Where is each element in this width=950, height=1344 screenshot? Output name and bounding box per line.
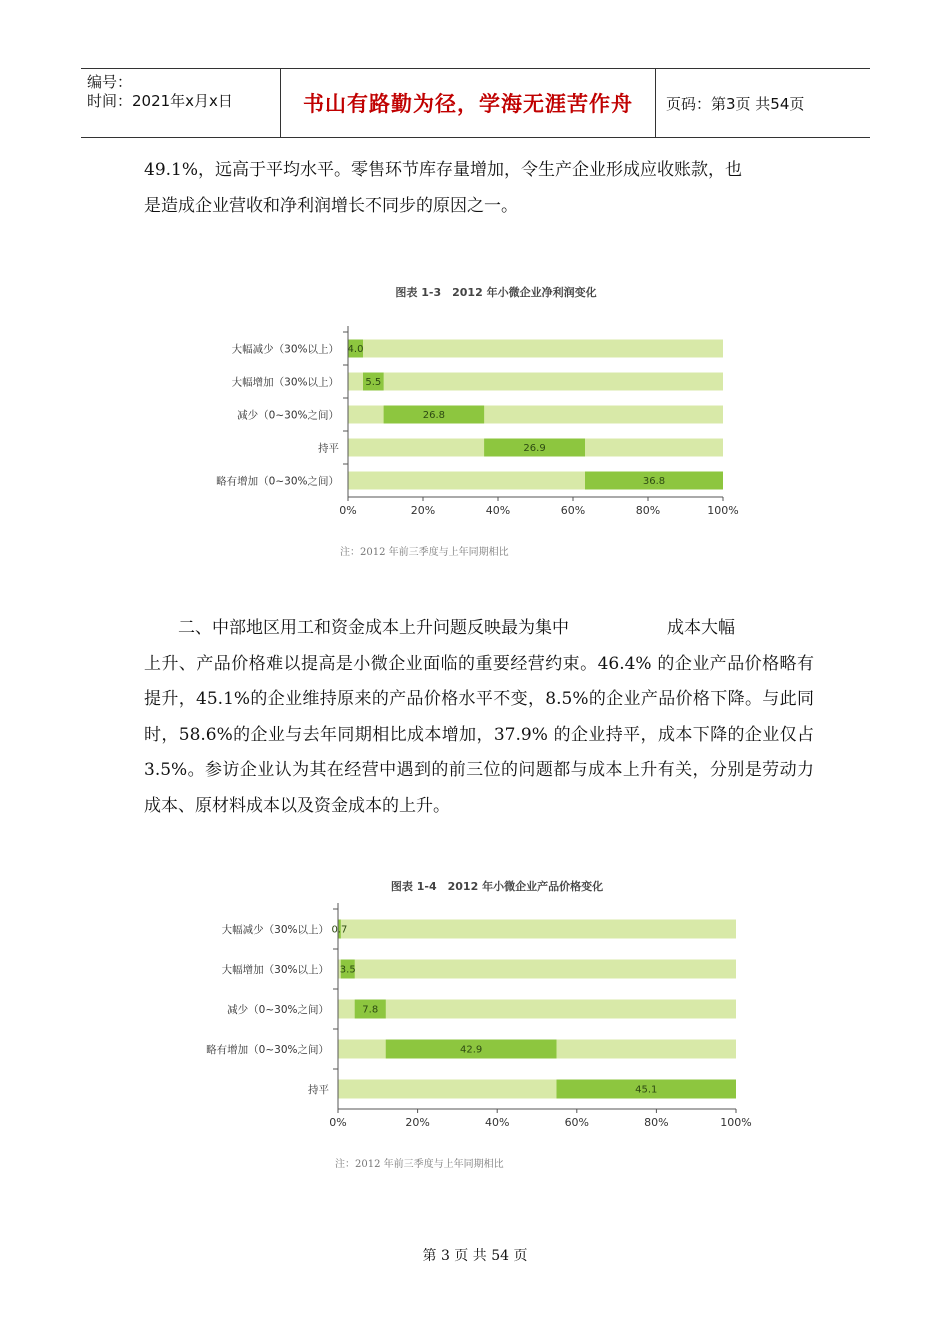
chart2-note: 注：2012 年前三季度与上年同期相比 (335, 1159, 504, 1170)
chart1-x-tick-label-5: 100% (707, 504, 739, 517)
chart2-x-tick-label-5: 100% (720, 1116, 752, 1129)
chart2-category-label-1: 大幅增加（30%以上） (221, 964, 329, 976)
chart2-value-label-2: 7.8 (362, 1004, 379, 1016)
section2-paragraph (144, 611, 814, 824)
chart2-track-0 (338, 920, 736, 939)
chart2-category-label-0: 大幅减少（30%以上） (221, 924, 329, 936)
header-motto: 书山有路勤为径，学海无涯苦作舟 (303, 92, 633, 116)
chart-net-profit (200, 278, 760, 568)
section2-heading-line (144, 611, 814, 647)
chart2-value-label-1: 3.5 (339, 964, 356, 976)
chart1-svg (200, 278, 760, 568)
chart-product-price (190, 870, 765, 1180)
chart1-track-0 (348, 340, 723, 358)
chart2-x-tick-label-2: 40% (484, 1116, 510, 1129)
chart1-value-label-4: 36.8 (642, 476, 666, 487)
chart1-track-1 (348, 373, 723, 391)
chart1-x-tick-label-4: 80% (635, 504, 661, 517)
section2-heading-tail: 成本大幅 (667, 618, 735, 638)
chart2-track-1 (338, 960, 736, 979)
chart1-category-label-2: 减少（0~30%之间） (237, 409, 339, 422)
chart2-x-tick-label-4: 80% (644, 1116, 669, 1129)
section2-body: 上升、产品价格难以提高是小微企业面临的重要经营约束。46.4% 的企业产品价格略有提升，45.1%的企业维持原来的产品价格水平不变，8.5%的企业产品价格下降。与此同时，58.6%的企业与去年同期相比成本增加，37.9% 的企业持平，成本下降的企业仅占 3.5%。参访企业认为其在经营中遇到的前三位的问题都与成本上升有关，分别是劳动力成本、原材料成本以及资金成本的上升。 (144, 653, 814, 816)
chart2-svg (190, 870, 765, 1180)
header-page-label: 页码：第3页 共54页 (666, 94, 805, 113)
page-footer: 第 3 页 共 54 页 (422, 1248, 528, 1264)
paragraph-top (144, 153, 814, 224)
chart1-x-tick-label-2: 40% (485, 504, 511, 517)
header-motto-cell (281, 69, 656, 137)
chart1-x-tick-label-1: 20% (410, 504, 436, 517)
chart2-category-label-2: 减少（0~30%之间） (227, 1004, 329, 1016)
chart1-category-label-4: 略有增加（0~30%之间） (216, 475, 339, 488)
chart2-x-tick-label-0: 0% (329, 1116, 347, 1129)
chart2-x-tick-label-3: 60% (564, 1116, 590, 1129)
chart2-value-label-3: 42.9 (459, 1044, 483, 1056)
doc-code-label: 编号： (87, 73, 133, 91)
section2-heading: 二、中部地区用工和资金成本上升问题反映最为集中 (178, 618, 569, 638)
chart1-value-label-1: 5.5 (365, 377, 382, 388)
chart2-category-label-3: 略有增加（0~30%之间） (206, 1044, 329, 1056)
chart2-category-label-4: 持平 (308, 1084, 329, 1096)
paragraph-top-line2: 是造成企业营收和净利润增长不同步的原因之一。 (144, 195, 518, 216)
header-meta (81, 69, 281, 137)
chart2-track-2 (338, 1000, 736, 1019)
chart2-x-tick-label-1: 20% (405, 1116, 430, 1129)
doc-time-label: 时间：2021年x月x日 (87, 92, 233, 110)
chart1-note: 注：2012 年前三季度与上年同期相比 (340, 547, 509, 558)
chart1-category-label-1: 大幅增加（30%以上） (231, 376, 339, 389)
chart1-value-label-3: 26.9 (523, 443, 546, 454)
chart1-category-label-0: 大幅减少（30%以上） (231, 343, 339, 356)
chart1-value-label-2: 26.8 (422, 410, 446, 421)
chart2-value-label-0: 0.7 (331, 924, 348, 936)
chart1-x-tick-label-3: 60% (560, 504, 586, 517)
chart1-value-label-0: 4.0 (347, 344, 364, 355)
chart1-title: 图表 1-3 2012 年小微企业净利润变化 (395, 286, 597, 299)
chart2-value-label-4: 45.1 (635, 1084, 658, 1096)
header-page-cell (656, 69, 870, 137)
chart1-x-tick-label-0: 0% (339, 504, 357, 517)
chart1-category-label-3: 持平 (318, 442, 339, 455)
paragraph-top-line1: 49.1%，远高于平均水平。零售环节库存量增加，令生产企业形成应收账款，也 (144, 160, 743, 180)
page-header (81, 68, 870, 138)
chart2-title: 图表 1-4 2012 年小微企业产品价格变化 (390, 880, 604, 893)
